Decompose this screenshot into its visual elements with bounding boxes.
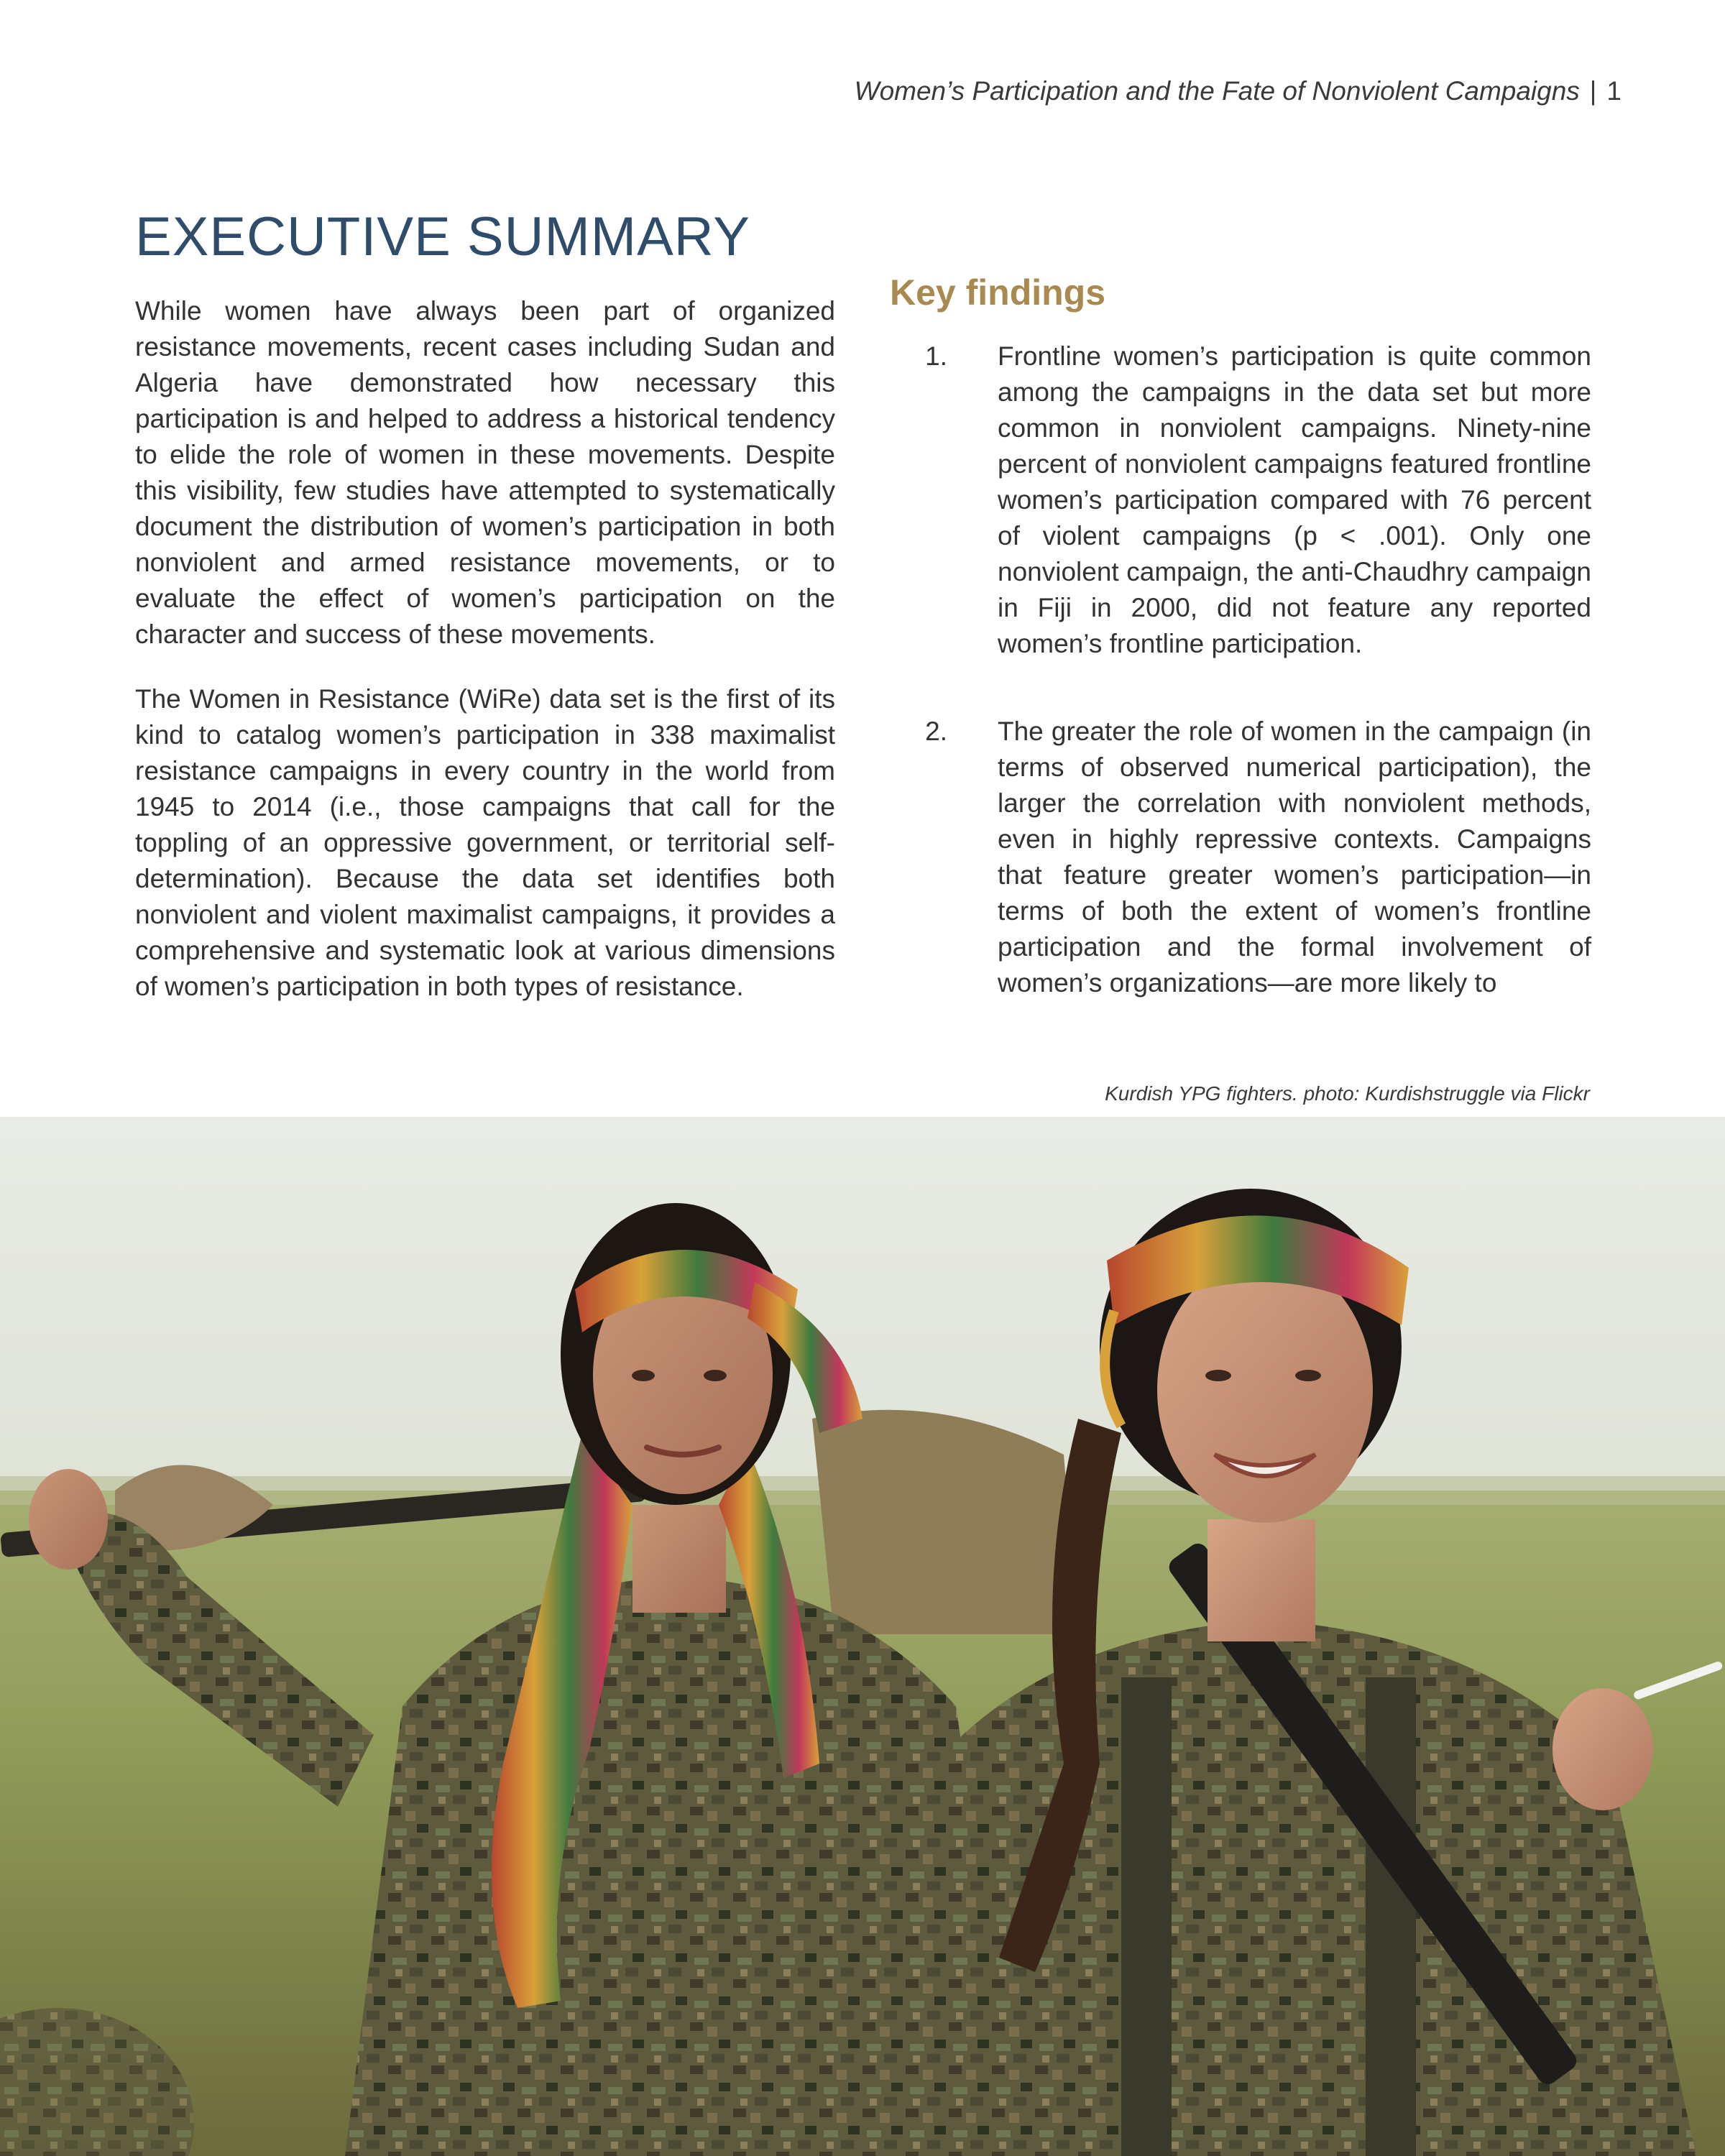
finding-text: The greater the role of women in the campaign (in terms of observed numerical participation), the larger the correlation with nonviolent methods, even in highly repressive contexts. Campaigns that feature greater women’s participation—in terms of both the extent of women’s frontline participation and the formal involvement of women’s organizations—are more likely to bbox=[998, 717, 1591, 998]
photo-caption: Kurdish YPG fighters. photo: Kurdishstruggle via Flickr bbox=[1105, 1082, 1590, 1105]
summary-column bbox=[135, 293, 835, 1033]
finding-number: 1. bbox=[925, 341, 947, 371]
running-header bbox=[855, 78, 1622, 104]
finding-item-2 bbox=[890, 714, 1591, 1001]
document-title: Women’s Participation and the Fate of Nonviolent Campaigns bbox=[854, 76, 1580, 106]
finding-item-1 bbox=[890, 338, 1591, 662]
page-number: 1 bbox=[1606, 76, 1622, 106]
finding-number: 2. bbox=[925, 717, 947, 746]
key-findings-column bbox=[890, 273, 1591, 1001]
summary-paragraph-1: While women have always been part of organized resistance movements, recent cases including Sudan and Algeria have demonstrated how necessary this participation is and helped to address a historical tendency to elide the role of women in these movements. Despite this visibility, few studies have attempted to systematically document the distribution of women’s participation in both nonviolent and armed resistance movements, or to evaluate the effect of women’s participation on the character and success of these movements. bbox=[135, 296, 835, 649]
key-findings-heading: Key findings bbox=[890, 272, 1106, 313]
finding-text: Frontline women’s participation is quite common among the campaigns in the data set but more common in nonviolent campaigns. Ninety-nine percent of nonviolent campaigns featured frontline women’s participation compared with 76 percent of violent campaigns (p < .001). Only one nonviolent campaign, the anti-Chaudhry campaign in Fiji in 2000, did not feature any reported women’s frontline participation. bbox=[998, 341, 1591, 658]
photo-fighters bbox=[0, 1117, 1725, 2156]
summary-paragraph-2: The Women in Resistance (WiRe) data set is the first of its kind to catalog women’s participation in 338 maximalist resistance campaigns in every country in the world from 1945 to 2014 (i.e., those campaigns that call for the toppling of an oppressive government, or territorial self-determination). Because the data set identifies both nonviolent and violent maximalist campaigns, it provides a comprehensive and systematic look at various dimensions of women’s participation in both types of resistance. bbox=[135, 684, 835, 1001]
photo-illustration bbox=[0, 1117, 1725, 2156]
executive-summary-heading: EXECUTIVE SUMMARY bbox=[135, 206, 750, 267]
header-separator: | bbox=[1589, 76, 1597, 106]
